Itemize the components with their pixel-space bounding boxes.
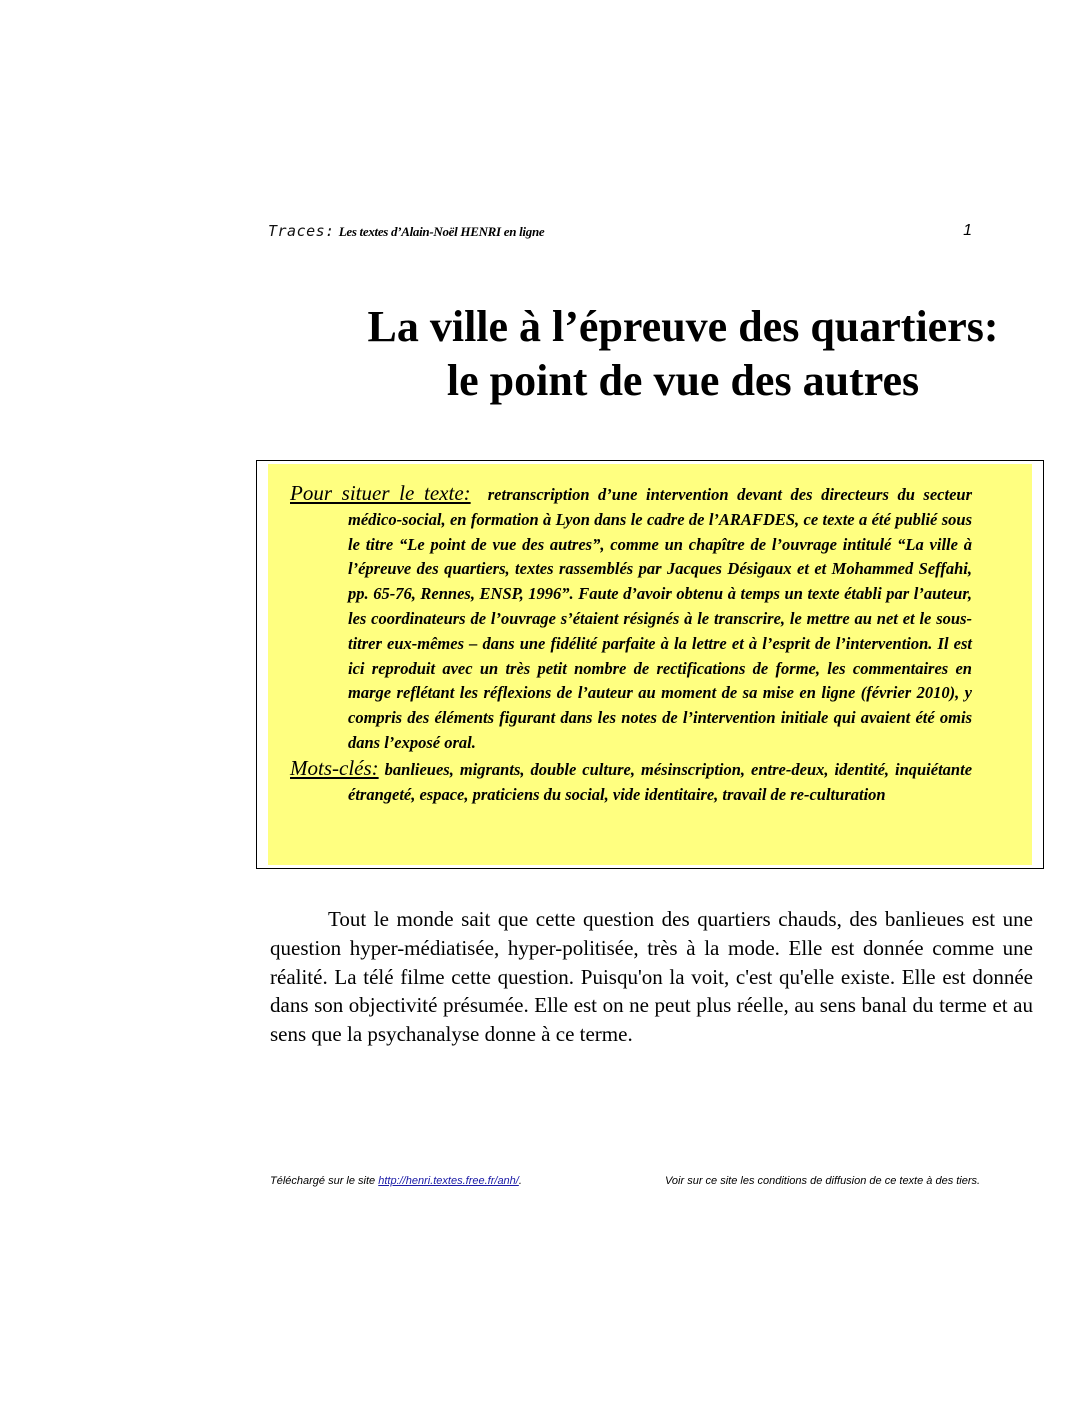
site-link[interactable]: http://henri.textes.free.fr/anh/ [378, 1175, 519, 1187]
running-header [268, 222, 978, 246]
situer-paragraph [290, 481, 972, 756]
title-line-2: le point de vue des autres [446, 356, 920, 405]
body-paragraph: Tout le monde sait que cette question des quartiers chauds, des banlieues est une question hyper-médiatisée, hyper-politisée, très à la mode. Elle est donnée comme une réalité. La télé filme cette question. Puisqu'on la voit, c'est qu'elle existe. Elle est donnée dans son objectivité présumée. Elle est on ne peut plus réelle, au sens banal du terme et au sens que la psychanalyse donne à ce terme. [270, 907, 1033, 1047]
footer-conditions: Voir sur ce site les conditions de diffusion de ce texte à des tiers. [665, 1175, 981, 1187]
page-number: 1 [963, 222, 972, 239]
keywords-paragraph [290, 756, 972, 808]
page-title [268, 300, 1088, 408]
footer-download [270, 1175, 522, 1187]
series-name: Traces: [268, 222, 335, 240]
situer-label: Pour situer le texte: [290, 481, 471, 505]
footer-prefix: Téléchargé sur le site [270, 1175, 379, 1187]
title-line-1: La ville à l’épreuve des quartiers: [367, 302, 999, 351]
footer-suffix: . [518, 1175, 522, 1187]
keywords-text: banlieues, migrants, double culture, mésinscription, entre-deux, identité, inquiétante étrangeté, espace, praticiens du social, vide identitaire, travail de re-culturation [348, 759, 973, 804]
intro-box [256, 460, 1044, 869]
intro-content [290, 481, 972, 807]
keywords-label: Mots-clés: [290, 755, 379, 780]
situer-text: retranscription d’une intervention devant des directeurs du secteur médico-social, en formation à Lyon dans le cadre de l’ARAFDES, ce texte a été publié sous le titre “Le point de vue des autres”, comme un chapître de l’ouvrage intitulé “La ville à l’épreuve des quartiers, textes rassemblés par Jacques Désigaux et et Mohammed Seffahi, pp. 65-76, Rennes, ENSP, 1996”. Faute d’avoir obtenu à temps un texte établi par l’auteur, les coordinateurs de l’ouvrage s’étaient résignés à le transcrire, le mettre au net et le sous-titrer eux-mêmes – dans une fidélité parfaite à la lettre et à l’esprit de l’intervention. Il est ici reproduit avec un très petit nombre de rectifications de forme, les commentaires en marge reflétant les réflexions de l’auteur au moment de sa mise en ligne (février 2010), y compris des éléments figurant dans les notes de l’intervention initiale qui avaient été omis dans l’exposé oral. [348, 485, 972, 752]
site-name: Les textes d’Alain-Noël HENRI en ligne [338, 224, 545, 239]
